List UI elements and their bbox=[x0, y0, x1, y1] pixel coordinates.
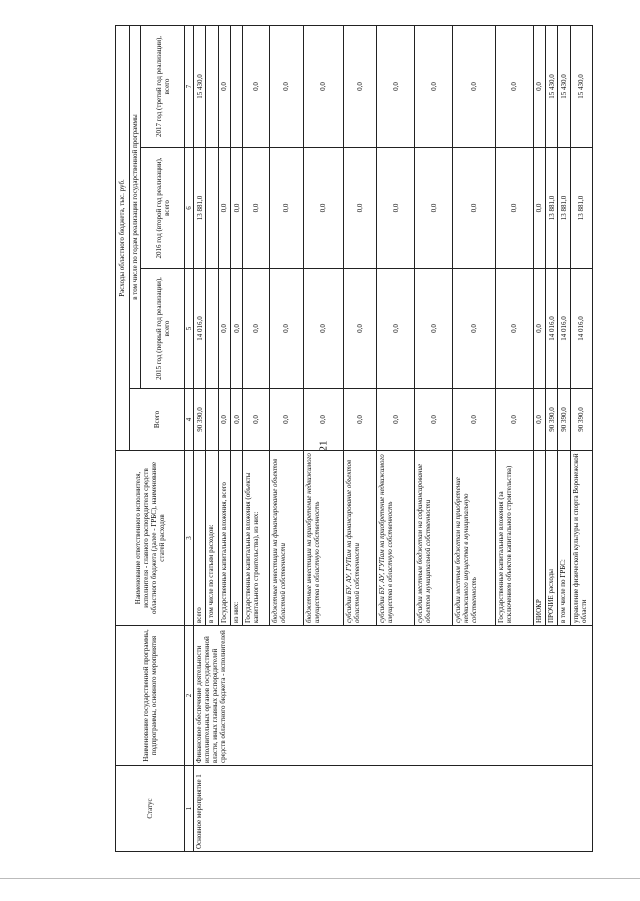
value-cell-y2015: 0,0 bbox=[415, 269, 453, 389]
value-cell-y2017: 15 430,0 bbox=[545, 25, 557, 147]
value-cell-y2015: 0,0 bbox=[303, 269, 343, 389]
rotated-page bbox=[115, 26, 593, 852]
header-budget: Расходы областного бюджета, тыс. руб. bbox=[116, 25, 130, 450]
index-row bbox=[185, 25, 194, 851]
row-label: субсидии местным бюджетам на софинансирование объектов муниципальной собственности bbox=[415, 451, 453, 626]
row-label: бюджетные инвестиции на финансирование объектов областной собственности bbox=[270, 451, 303, 626]
row-label: в том числе по статьям расходов: bbox=[206, 451, 218, 626]
value-cell-y2015: 0,0 bbox=[495, 269, 533, 389]
value-cell-total: 0,0 bbox=[218, 389, 230, 451]
value-cell-y2015: 0,0 bbox=[343, 269, 376, 389]
value-cell-y2015: 0,0 bbox=[453, 269, 495, 389]
value-cell-y2016: 0,0 bbox=[303, 148, 343, 269]
index-cell: 4 bbox=[185, 389, 194, 451]
scan-edge bbox=[0, 878, 640, 879]
value-cell-total: 0,0 bbox=[377, 389, 415, 451]
value-cell-y2016: 0,0 bbox=[343, 148, 376, 269]
header-by-years: в том числе по годам реализации государственной программы bbox=[130, 25, 141, 388]
value-cell-total: 0,0 bbox=[231, 389, 243, 451]
budget-table bbox=[115, 25, 593, 852]
value-cell-y2016: 13 881,0 bbox=[545, 148, 557, 269]
row-label: субсидии БУ, АУ, ГУПам на финансирование объектов областной собственности bbox=[343, 451, 376, 626]
header-program-name: Наименование государственной программы, подпрограммы, основного мероприятия bbox=[116, 626, 185, 766]
value-cell-y2015: 0,0 bbox=[231, 269, 243, 389]
value-cell-total: 90 390,0 bbox=[194, 389, 206, 451]
value-cell-total: 0,0 bbox=[343, 389, 376, 451]
value-cell-total: 90 390,0 bbox=[570, 389, 592, 451]
value-cell-total bbox=[206, 389, 218, 451]
value-cell-y2017 bbox=[231, 25, 243, 147]
value-cell-y2016: 13 881,0 bbox=[194, 148, 206, 269]
page-number: 21 bbox=[317, 440, 330, 452]
value-cell-y2016: 13 881,0 bbox=[558, 148, 570, 269]
value-cell-y2017: 15 430,0 bbox=[558, 25, 570, 147]
value-cell-total: 0,0 bbox=[303, 389, 343, 451]
value-cell-y2017: 0,0 bbox=[218, 25, 230, 147]
value-cell-y2016 bbox=[206, 148, 218, 269]
value-cell-y2016: 0,0 bbox=[533, 148, 545, 269]
value-cell-y2015: 14 016,0 bbox=[194, 269, 206, 389]
row-label: субсидии БУ, АУ, ГУПам на приобретение недвижимого имущества в областную собственность bbox=[377, 451, 415, 626]
value-cell-total: 0,0 bbox=[453, 389, 495, 451]
value-cell-y2015: 0,0 bbox=[218, 269, 230, 389]
header-2016: 2016 год (второй год реализации), всего bbox=[141, 148, 185, 269]
row-label: управление физической культуры и спорта Воронежской области bbox=[570, 451, 592, 626]
index-cell: 1 bbox=[185, 766, 194, 852]
index-cell: 6 bbox=[185, 148, 194, 269]
value-cell-y2016: 0,0 bbox=[218, 148, 230, 269]
index-cell: 7 bbox=[185, 25, 194, 147]
value-cell-y2017: 15 430,0 bbox=[194, 25, 206, 147]
value-cell-y2017: 0,0 bbox=[303, 25, 343, 147]
status-cell: Основное мероприятие 1 bbox=[194, 766, 593, 852]
value-cell-y2017: 0,0 bbox=[415, 25, 453, 147]
value-cell-y2015 bbox=[206, 269, 218, 389]
value-cell-y2016: 0,0 bbox=[377, 148, 415, 269]
value-cell-total: 0,0 bbox=[270, 389, 303, 451]
value-cell-y2015: 0,0 bbox=[243, 269, 270, 389]
value-cell-total: 0,0 bbox=[243, 389, 270, 451]
value-cell-y2016: 0,0 bbox=[495, 148, 533, 269]
value-cell-y2017 bbox=[206, 25, 218, 147]
program-cell: Финансовое обеспечение деятельности исполнительных органов государственной власти, иных главных распорядителей средств областного бюджета - исполнителей bbox=[194, 626, 593, 766]
value-cell-y2015: 0,0 bbox=[270, 269, 303, 389]
value-cell-y2017: 0,0 bbox=[343, 25, 376, 147]
value-cell-total: 0,0 bbox=[495, 389, 533, 451]
value-cell-y2017: 15 430,0 bbox=[570, 25, 592, 147]
header-2015: 2015 год (первый год реализации), всего bbox=[141, 269, 185, 389]
value-cell-y2015: 0,0 bbox=[377, 269, 415, 389]
value-cell-y2017: 0,0 bbox=[377, 25, 415, 147]
value-cell-y2015: 14 016,0 bbox=[545, 269, 557, 389]
value-cell-y2017: 0,0 bbox=[495, 25, 533, 147]
value-cell-y2016: 0,0 bbox=[270, 148, 303, 269]
value-cell-y2017: 0,0 bbox=[453, 25, 495, 147]
value-cell-y2017: 0,0 bbox=[270, 25, 303, 147]
index-cell: 3 bbox=[185, 451, 194, 626]
value-cell-y2015: 14 016,0 bbox=[558, 269, 570, 389]
row-label: Государственные капитальные вложения, всего bbox=[218, 451, 230, 626]
value-cell-y2017: 0,0 bbox=[243, 25, 270, 147]
row-label: в том числе по ГРБС: bbox=[558, 451, 570, 626]
header-status: Статус bbox=[116, 766, 185, 852]
row-label: из них: bbox=[231, 451, 243, 626]
value-cell-y2015: 14 016,0 bbox=[570, 269, 592, 389]
value-cell-y2015: 0,0 bbox=[533, 269, 545, 389]
value-cell-total: 90 390,0 bbox=[545, 389, 557, 451]
row-label: субсидии местным бюджетам на приобретение недвижимого имущества в муниципальную собственность bbox=[453, 451, 495, 626]
row-label: всего bbox=[194, 451, 206, 626]
row-label: ПРОЧИЕ расходы bbox=[545, 451, 557, 626]
row-label: НИОКР bbox=[533, 451, 545, 626]
value-cell-total: 0,0 bbox=[415, 389, 453, 451]
value-cell-total: 90 390,0 bbox=[558, 389, 570, 451]
row-label: Государственные капитальные вложения (объекты капитального строительства), из них: bbox=[243, 451, 270, 626]
row-label: бюджетные инвестиции на приобретение недвижимого имущества в областную собственность bbox=[303, 451, 343, 626]
row-label: Государственные капитальные вложения (за исключением объектов капитального строительства) bbox=[495, 451, 533, 626]
value-cell-y2016: 13 881,0 bbox=[570, 148, 592, 269]
table-row bbox=[194, 25, 206, 851]
value-cell-y2016: 0,0 bbox=[231, 148, 243, 269]
index-cell: 5 bbox=[185, 269, 194, 389]
value-cell-y2016: 0,0 bbox=[453, 148, 495, 269]
value-cell-y2016: 0,0 bbox=[243, 148, 270, 269]
header-2017: 2017 год (третий год реализации), всего bbox=[141, 25, 185, 147]
value-cell-total: 0,0 bbox=[533, 389, 545, 451]
header-executor: Наименование ответственного исполнителя, исполнителя - главного распорядителя средств областного бюджета (далее - ГРБС), наименование статей расходов bbox=[116, 451, 185, 626]
header-total: Всего bbox=[130, 389, 185, 451]
index-cell: 2 bbox=[185, 626, 194, 766]
value-cell-y2017: 0,0 bbox=[533, 25, 545, 147]
value-cell-y2016: 0,0 bbox=[415, 148, 453, 269]
